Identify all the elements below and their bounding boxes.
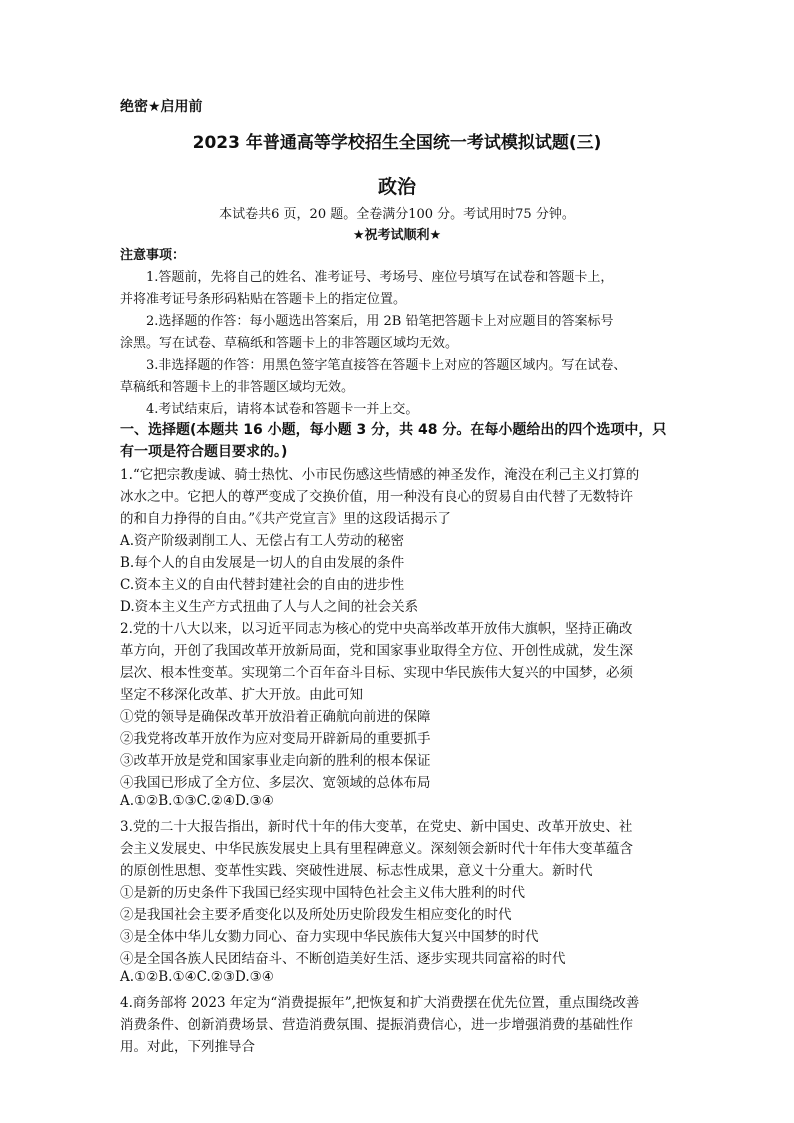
note-line: 4.考试结束后，请将本试卷和答题卡一并上交。 [146, 402, 419, 417]
question-line: 3.党的二十大报告指出，新时代十年的伟大变革，在党史、新中国史、改革开放史、社 [120, 819, 633, 835]
note-line: 1.答题前，先将自己的姓名、准考证号、考场号、座位号填写在试卷和答题卡上， [146, 270, 614, 285]
confidential-label: 绝密★启用前 [120, 99, 203, 115]
option-line: C.资本主义的自由代替封建社会的自由的进步性 [120, 577, 405, 593]
option-line: D.资本主义生产方式扭曲了人与人之间的社会关系 [120, 599, 419, 615]
good-luck-banner: ★祝考试顺利★ [352, 228, 442, 243]
question-line: 会主义发展史、中华民族发展史上具有里程碑意义。深刻领会新时代十年伟大变革蕴含 [120, 841, 633, 857]
question-line: 2.党的十八大以来，以习近平同志为核心的党中央高举改革开放伟大旗帜，坚持正确改 [120, 621, 633, 637]
option-line: A.①②B.①④C.②③D.③④ [120, 969, 274, 985]
question-line: 用。对此，下列推导合 [120, 1039, 255, 1055]
question-line: 的和自力挣得的自由。”《共产党宣言》里的这段话揭示了 [120, 511, 451, 527]
exam-title: 2023 年普通高等学校招生全国统一考试模拟试题(三) [192, 133, 602, 153]
subject-title: 政治 [377, 176, 416, 198]
option-line: A.资产阶级剥削工人、无偿占有工人劳动的秘密 [120, 533, 405, 549]
statement-line: ②我党将改革开放作为应对变局开辟新局的重要抓手 [120, 731, 431, 747]
question-line: 4.商务部将 2023 年定为“消费提振年”,把恢复和扩大消费摆在优先位置，重点围绕改善 [120, 995, 640, 1011]
statement-line: ②是我国社会主要矛盾变化以及所处历史阶段发生相应变化的时代 [120, 907, 512, 923]
question-line: 革方向，开创了我国改革开放新局面，党和国家事业取得全方位、开创性成就，发生深 [120, 643, 633, 659]
question-line: 的原创性思想、变革性实践、突破性进展、标志性成果，意义十分重大。新时代 [120, 863, 593, 879]
statement-line: ③是全体中华儿女勠力同心、奋力实现中华民族伟大复兴中国梦的时代 [120, 929, 539, 945]
note-line: 并将准考证号条形码粘贴在答题卡上的指定位置。 [120, 292, 407, 307]
question-line: 坚定不移深化改革、扩大开放。由此可知 [120, 687, 363, 703]
statement-line: ①党的领导是确保改革开放沿着正确航向前进的保障 [120, 709, 431, 725]
exam-info: 本试卷共6 页，20 题。全卷满分100 分。考试用时75 分钟。 [219, 207, 575, 222]
section-heading: 一、选择题(本题共 16 小题，每小题 3 分，共 48 分。在每小题给出的四个选项中，只 [120, 422, 667, 438]
option-line: B.每个人的自由发展是一切人的自由发展的条件 [120, 555, 405, 571]
statement-line: ①是新的历史条件下我国已经实现中国特色社会主义伟大胜利的时代 [120, 885, 525, 901]
question-line: 冰水之中。它把人的尊严变成了交换价值，用一种没有良心的贸易自由代替了无数特许 [120, 489, 633, 505]
notes-title: 注意事项： [120, 248, 186, 263]
note-line: 涂黑。写在试卷、草稿纸和答题卡上的非答题区域均无效。 [120, 336, 459, 351]
question-line: 层次、根本性变革。实现第二个百年奋斗目标、实现中华民族伟大复兴的中国梦，必须 [120, 665, 633, 681]
section-heading-cont: 有一项是符合题目要求的。) [120, 444, 288, 460]
note-line: 3.非选择题的作答：用黑色签字笔直接答在答题卡上对应的答题区域内。写在试卷、 [146, 358, 627, 373]
statement-line: ③改革开放是党和国家事业走向新的胜利的根本保证 [120, 753, 431, 769]
note-line: 草稿纸和答题卡上的非答题区域均无效。 [120, 380, 355, 395]
question-line: 1.“它把宗教虔诚、骑士热忱、小市民伤感这些情感的神圣发作，淹没在利己主义打算的 [120, 467, 640, 483]
statement-line: ④我国已形成了全方位、多层次、宽领域的总体布局 [120, 775, 431, 791]
statement-line: ④是全国各族人民团结奋斗、不断创造美好生活、逐步实现共同富裕的时代 [120, 951, 566, 967]
question-line: 消费条件、创新消费场景、营造消费氛围、提振消费信心，进一步增强消费的基础性作 [120, 1017, 633, 1033]
note-line: 2.选择题的作答：每小题选出答案后，用 2B 铅笔把答题卡上对应题目的答案标号 [146, 314, 614, 329]
option-line: A.①②B.①③C.②④D.③④ [120, 793, 274, 809]
